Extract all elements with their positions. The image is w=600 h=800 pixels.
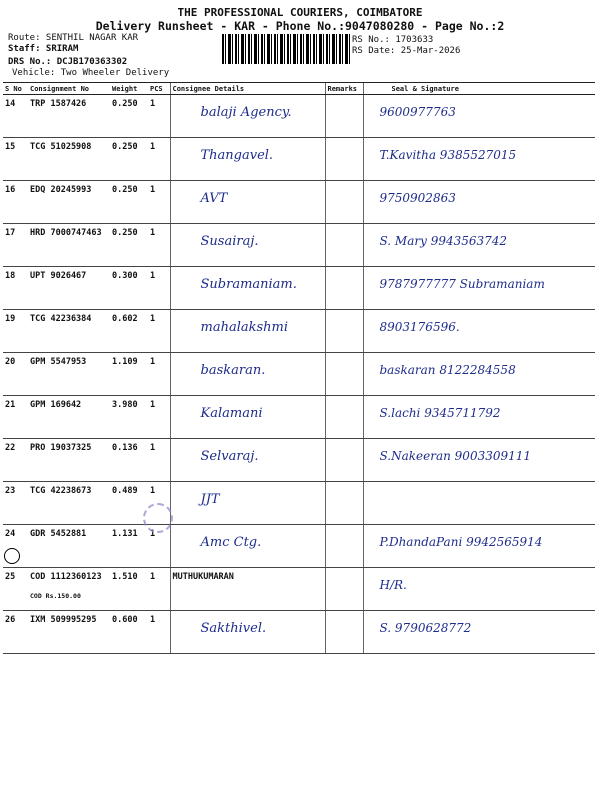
handwritten-name: Susairaj.	[200, 234, 259, 249]
row-remarks	[325, 439, 363, 482]
row-weight: 0.250	[110, 95, 148, 138]
row-signature	[363, 611, 595, 654]
row-pcs: 1	[148, 611, 170, 654]
row-consignee	[170, 525, 325, 568]
row-sno: 24	[3, 525, 28, 568]
consignment-number: GDR 5452881	[30, 529, 87, 539]
handwritten-name: Amc Ctg.	[200, 535, 262, 550]
handwritten-name: JJT	[200, 492, 220, 507]
handwritten-name: balaji Agency.	[200, 105, 292, 120]
row-pcs: 1	[148, 224, 170, 267]
row-signature	[363, 310, 595, 353]
col-pcs: PCS	[148, 83, 170, 95]
row-pcs: 1	[148, 95, 170, 138]
row-sno: 14	[3, 95, 28, 138]
row-pcs: 1	[148, 439, 170, 482]
row-sno: 18	[3, 267, 28, 310]
row-remarks	[325, 224, 363, 267]
row-sno: 23	[3, 482, 28, 525]
handwritten-name: Sakthivel.	[200, 621, 267, 636]
row-weight: 1.131	[110, 525, 148, 568]
table-row	[3, 525, 595, 568]
row-pcs: 1	[148, 181, 170, 224]
consignment-number: TRP 1587426	[30, 99, 87, 109]
row-consignee	[170, 181, 325, 224]
barcode	[222, 34, 350, 64]
row-weight: 3.980	[110, 396, 148, 439]
handwritten-signature: S.Nakeeran 9003309111	[379, 449, 532, 463]
handwritten-signature: H/R.	[379, 578, 407, 592]
row-signature	[363, 396, 595, 439]
table-row	[3, 138, 595, 181]
staff-label: Staff: SRIRAM	[8, 44, 79, 54]
handwritten-name: Kalamani	[200, 406, 263, 421]
row-consignment	[28, 224, 110, 267]
row-signature	[363, 224, 595, 267]
consignment-number: GPM 169642	[30, 400, 82, 410]
row-consignment	[28, 267, 110, 310]
row-signature	[363, 353, 595, 396]
table-row	[3, 482, 595, 525]
table-row	[3, 95, 595, 138]
row-consignee	[170, 439, 325, 482]
row-signature	[363, 439, 595, 482]
consignment-number: HRD 7000747463	[30, 228, 102, 238]
row-weight: 0.250	[110, 138, 148, 181]
row-weight: 0.600	[110, 611, 148, 654]
col-consignee: Consignee Details	[170, 83, 325, 95]
table-row	[3, 439, 595, 482]
row-consignment	[28, 482, 110, 525]
handwritten-signature: 9600977763	[379, 105, 456, 119]
row-consignment	[28, 310, 110, 353]
row-consignment	[28, 138, 110, 181]
col-remarks: Remarks	[325, 83, 363, 95]
row-remarks	[325, 353, 363, 396]
row-remarks	[325, 611, 363, 654]
row-consignee	[170, 482, 325, 525]
consignment-number: EDQ 20245993	[30, 185, 92, 195]
handwritten-name: Subramaniam.	[200, 277, 297, 292]
row-sno: 21	[3, 396, 28, 439]
row-sno: 16	[3, 181, 28, 224]
row-sno: 26	[3, 611, 28, 654]
handwritten-signature: S. 9790628772	[379, 621, 472, 635]
row-remarks	[325, 525, 363, 568]
row-sno: 17	[3, 224, 28, 267]
row-signature	[363, 267, 595, 310]
consignee-printed: MUTHUKUMARAN	[172, 572, 234, 582]
row-pcs: 1	[148, 138, 170, 181]
consignment-number: COD 1112360123	[30, 572, 102, 582]
row-weight: 0.136	[110, 439, 148, 482]
company-title: THE PROFESSIONAL COURIERS, COIMBATORE	[177, 6, 423, 19]
handwritten-name: mahalakshmi	[200, 320, 289, 335]
row-consignment	[28, 396, 110, 439]
circled-row-mark	[4, 548, 20, 564]
consignment-number: GPM 5547953	[30, 357, 87, 367]
row-consignee	[170, 396, 325, 439]
stamp-mark	[143, 503, 173, 533]
drs-number: DRS No.: DCJB170363302	[8, 57, 128, 67]
runsheet-table	[3, 82, 595, 654]
table-row	[3, 181, 595, 224]
row-weight: 0.489	[110, 482, 148, 525]
row-signature	[363, 181, 595, 224]
row-remarks	[325, 568, 363, 611]
row-consignee	[170, 95, 325, 138]
row-signature	[363, 482, 595, 525]
handwritten-name: Selvaraj.	[200, 449, 259, 464]
consignment-number: PRO 19037325	[30, 443, 92, 453]
row-weight: 0.250	[110, 181, 148, 224]
row-weight: 1.510	[110, 568, 148, 611]
handwritten-name: baskaran.	[200, 363, 266, 378]
row-pcs: 1	[148, 310, 170, 353]
row-pcs: 1	[148, 568, 170, 611]
vehicle-label: Vehicle: Two Wheeler Delivery	[12, 68, 170, 78]
handwritten-signature: 8903176596.	[379, 320, 460, 334]
rs-date: RS Date: 25-Mar-2026	[352, 46, 461, 56]
row-consignment	[28, 95, 110, 138]
row-consignee	[170, 310, 325, 353]
row-signature	[363, 525, 595, 568]
consignment-number: TCG 51025908	[30, 142, 92, 152]
consignment-number: IXM 509995295	[30, 615, 97, 625]
row-remarks	[325, 482, 363, 525]
row-weight: 1.109	[110, 353, 148, 396]
row-weight: 0.602	[110, 310, 148, 353]
table-row	[3, 267, 595, 310]
row-consignment	[28, 439, 110, 482]
row-consignment	[28, 525, 110, 568]
row-weight: 0.250	[110, 224, 148, 267]
row-sno: 20	[3, 353, 28, 396]
row-remarks	[325, 396, 363, 439]
row-sno: 15	[3, 138, 28, 181]
table-row	[3, 353, 595, 396]
row-signature	[363, 568, 595, 611]
row-consignee	[170, 138, 325, 181]
col-consignment: Consignment No	[28, 83, 110, 95]
row-pcs: 1	[148, 525, 170, 568]
handwritten-signature: P.DhandaPani 9942565914	[379, 535, 543, 549]
row-consignment	[28, 611, 110, 654]
row-sno: 22	[3, 439, 28, 482]
table-row	[3, 568, 595, 611]
row-pcs: 1	[148, 267, 170, 310]
handwritten-name: Thangavel.	[200, 148, 274, 163]
col-signature: Seal & Signature	[363, 83, 595, 95]
handwritten-signature: 9750902863	[379, 191, 456, 205]
row-remarks	[325, 95, 363, 138]
table-row	[3, 224, 595, 267]
row-consignee	[170, 267, 325, 310]
row-consignee	[170, 353, 325, 396]
runsheet-title: Delivery Runsheet - KAR - Phone No.:9047080280 - Page No.:2	[95, 19, 505, 33]
consignment-number: TCG 42236384	[30, 314, 92, 324]
table-row	[3, 396, 595, 439]
table-row	[3, 611, 595, 654]
route-label: Route: SENTHIL NAGAR KAR	[8, 33, 139, 43]
handwritten-signature: 9787977777 Subramaniam	[379, 277, 545, 291]
row-pcs: 1	[148, 396, 170, 439]
table-header	[3, 83, 595, 95]
handwritten-signature: S. Mary 9943563742	[379, 234, 508, 248]
row-consignment	[28, 353, 110, 396]
row-weight: 0.300	[110, 267, 148, 310]
row-pcs: 1	[148, 482, 170, 525]
row-sno: 19	[3, 310, 28, 353]
row-signature	[363, 138, 595, 181]
row-remarks	[325, 181, 363, 224]
col-sno: S No	[3, 83, 28, 95]
row-remarks	[325, 267, 363, 310]
row-pcs: 1	[148, 353, 170, 396]
handwritten-signature: baskaran 8122284558	[379, 363, 516, 377]
row-signature	[363, 95, 595, 138]
row-consignee	[170, 568, 325, 611]
rs-number: RS No.: 1703633	[352, 35, 434, 45]
row-remarks	[325, 310, 363, 353]
handwritten-signature: T.Kavitha 9385527015	[379, 148, 517, 162]
row-consignment	[28, 568, 110, 611]
handwritten-name: AVT	[200, 191, 228, 206]
row-consignee	[170, 611, 325, 654]
table-row	[3, 310, 595, 353]
consignment-number: UPT 9026467	[30, 271, 87, 281]
row-consignee	[170, 224, 325, 267]
handwritten-signature: S.lachi 9345711792	[379, 406, 501, 420]
col-weight: Weight	[110, 83, 148, 95]
row-consignment	[28, 181, 110, 224]
row-remarks	[325, 138, 363, 181]
cod-amount: COD Rs.150.00	[30, 592, 81, 600]
consignment-number: TCG 42238673	[30, 486, 92, 496]
row-sno: 25	[3, 568, 28, 611]
